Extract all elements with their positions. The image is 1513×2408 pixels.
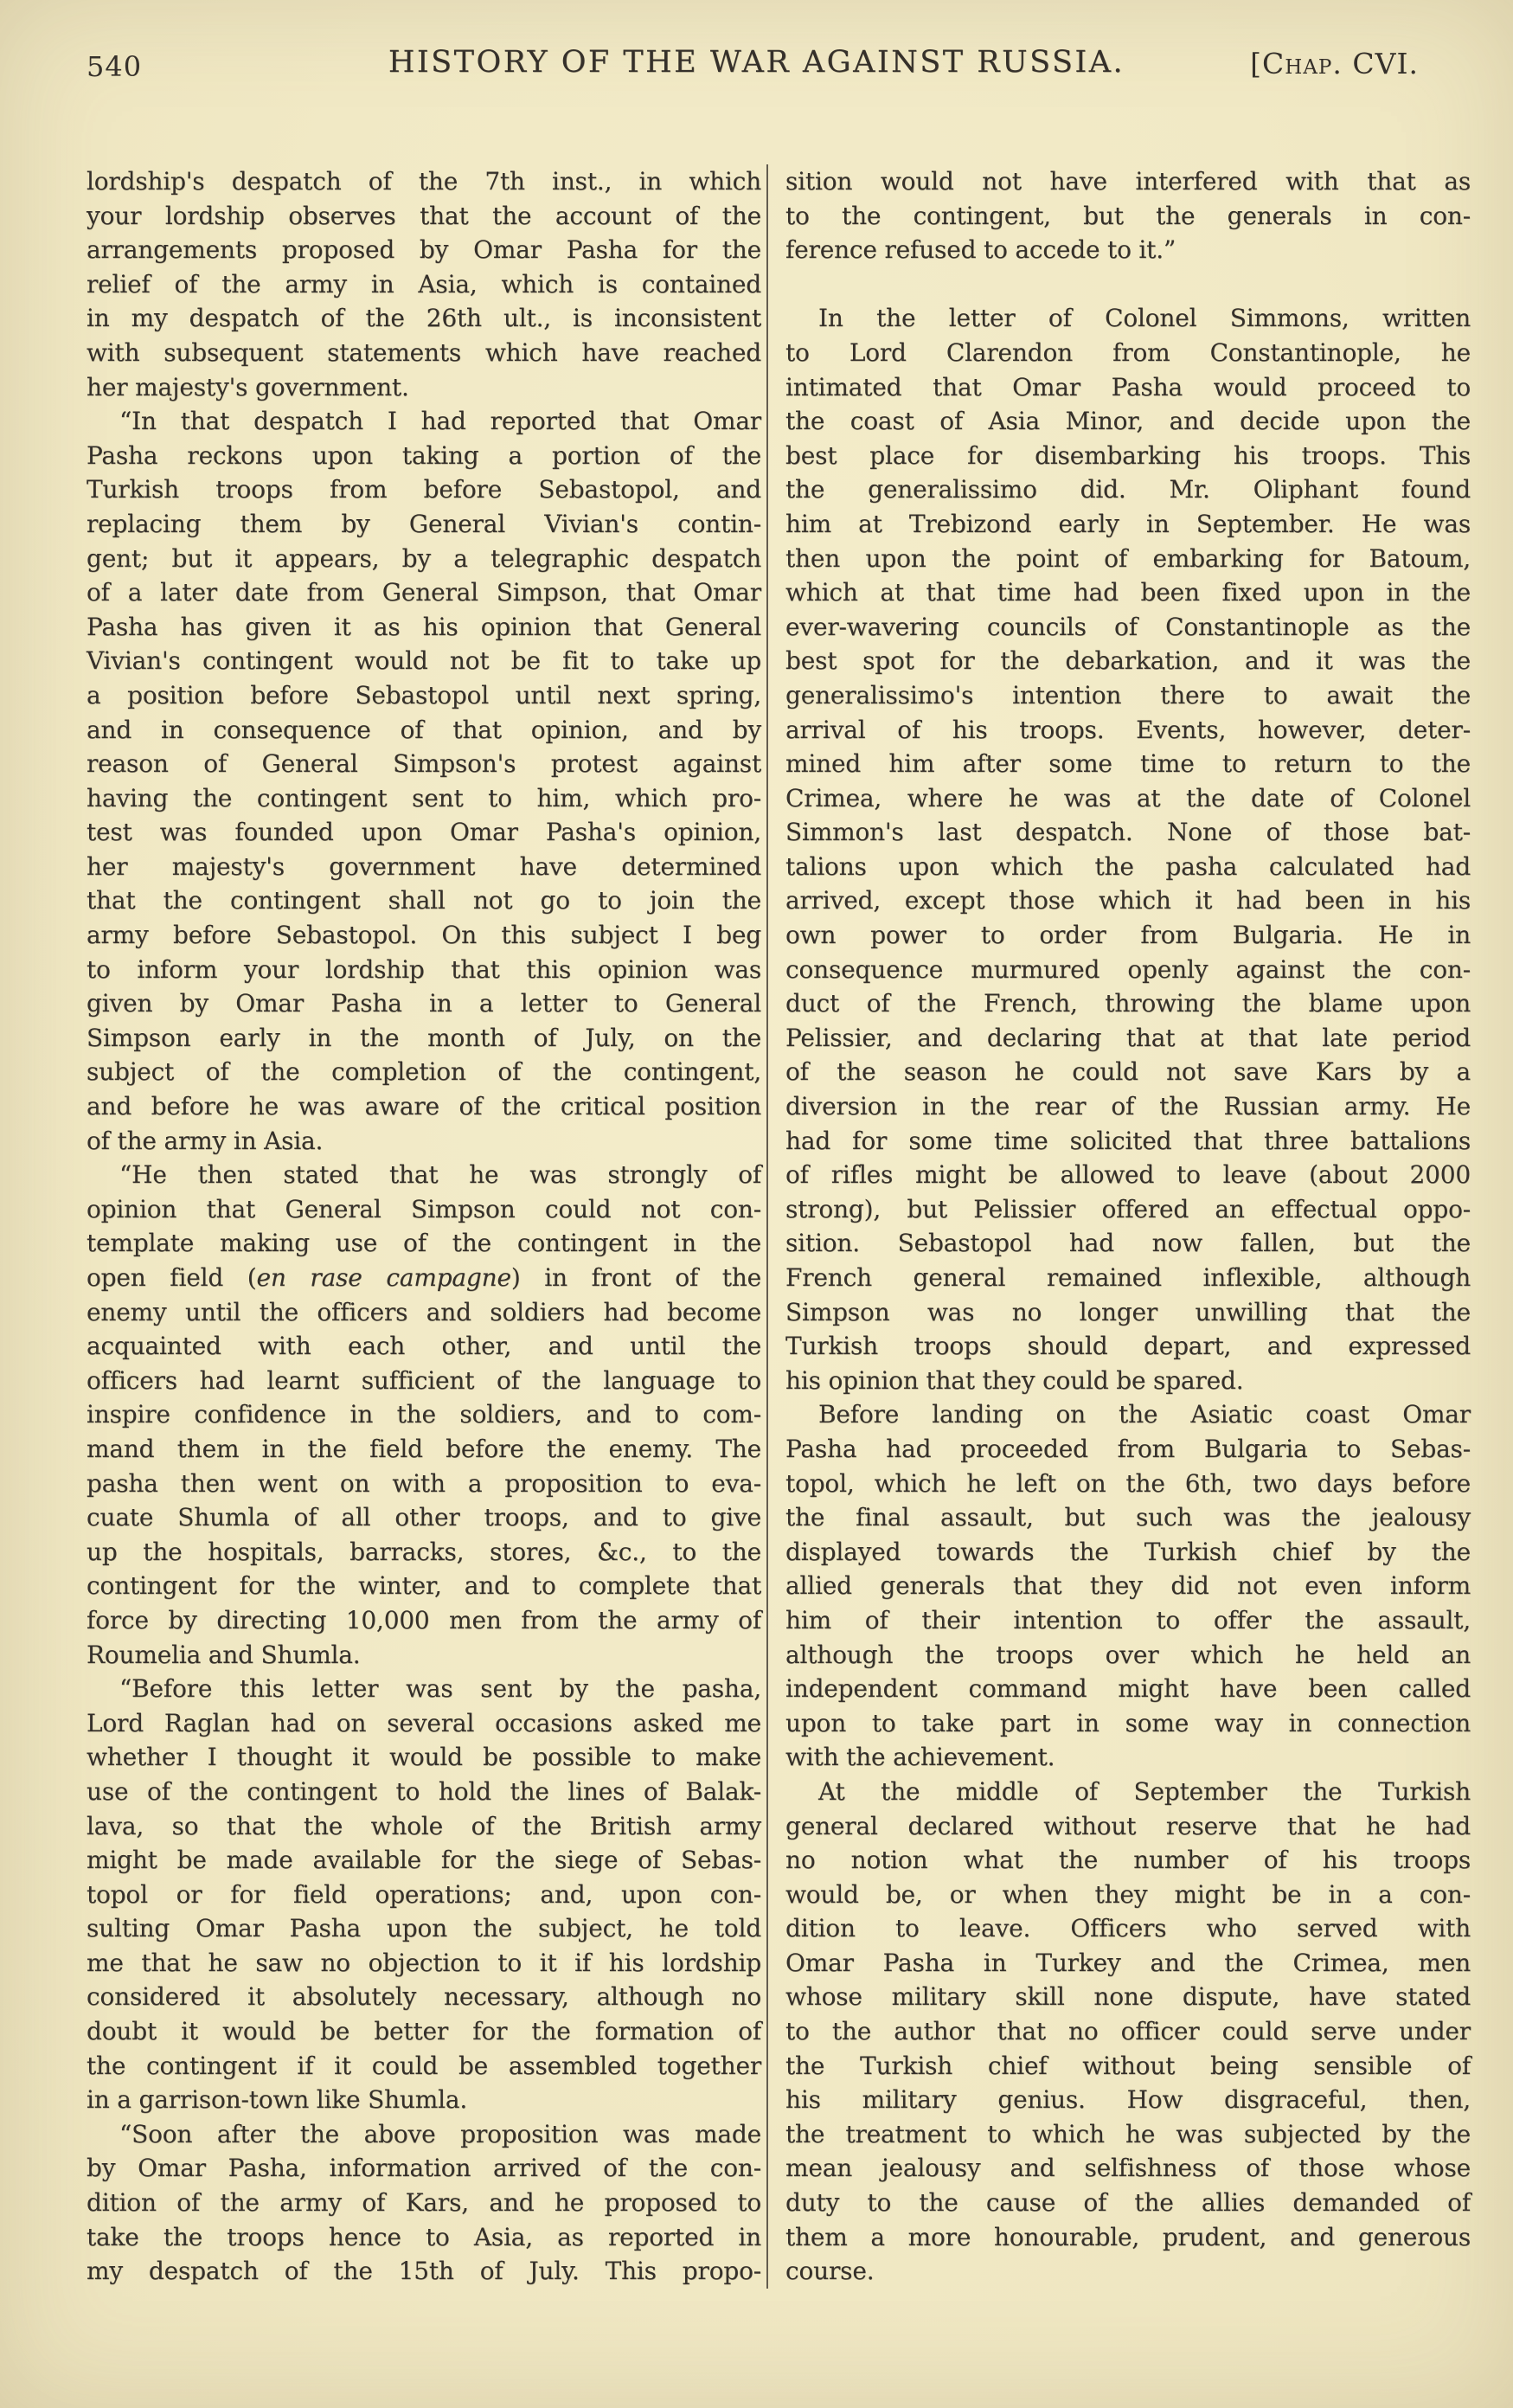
text-line: replacing them by General Vivian's contin-	[87, 509, 761, 538]
paragraph	[785, 1397, 1471, 1775]
text-line: the contingent if it could be assembled together	[87, 2051, 761, 2080]
text-line: Pelissier, and declaring that at that late period	[785, 1023, 1471, 1052]
text-line: Turkish troops should depart, and expressed	[785, 1332, 1471, 1361]
text-line: her majesty's government have determined	[87, 851, 761, 881]
text-line: upon to take part in some way in connection	[785, 1708, 1471, 1737]
text-line: by Omar Pasha, information arrived of the con-	[87, 2154, 761, 2183]
text-line: officers had learnt sufficient of the language to	[87, 1365, 761, 1395]
text-line: and in consequence of that opinion, and by	[87, 715, 761, 744]
text-line: the coast of Asia Minor, and decide upon the	[785, 407, 1471, 436]
text-line: talions upon which the pasha calculated had	[785, 851, 1471, 881]
text-line: duty to the cause of the allies demanded of	[785, 2188, 1471, 2218]
text-line: would be, or when they might be in a con-	[785, 1879, 1471, 1909]
text-line: them a more honourable, prudent, and generous	[785, 2222, 1471, 2251]
text-line: subject of the completion of the contingent,	[87, 1057, 761, 1087]
text-line: might be made available for the siege of Sebas-	[87, 1846, 761, 1875]
text-line: to the author that no officer could serve under	[785, 2017, 1471, 2046]
text-line: relief of the army in Asia, which is contained	[87, 269, 761, 299]
text-line: ever-wavering councils of Constantinople as the	[785, 612, 1471, 641]
text-line: arrival of his troops. Events, however, deter-	[785, 715, 1471, 744]
text-line: generalissimo's intention there to await the	[785, 680, 1471, 710]
text-line: her majesty's government.	[87, 372, 409, 401]
text-line: diversion in the rear of the Russian army. He	[785, 1092, 1471, 1121]
text-line: Before landing on the Asiatic coast Omar	[818, 1400, 1471, 1429]
text-line: up the hospitals, barracks, stores, &c., to the	[87, 1537, 761, 1566]
text-line: allied generals that they did not even inform	[785, 1571, 1471, 1601]
text-line: mand them in the field before the enemy. The	[87, 1434, 761, 1463]
text-line: and before he was aware of the critical position	[87, 1092, 761, 1121]
paragraph	[785, 301, 1471, 1397]
text-line: dition to leave. Officers who served with	[785, 1914, 1471, 1943]
text-line: “In that despatch I had reported that Omar	[119, 407, 761, 436]
text-line: opinion that General Simpson could not con-	[87, 1194, 761, 1223]
text-line: general declared without reserve that he had	[785, 1811, 1471, 1840]
paragraph	[785, 164, 1471, 267]
text-line: course.	[785, 2257, 875, 2286]
text-line: In the letter of Colonel Simmons, written	[818, 304, 1471, 333]
text-line: Vivian's contingent would not be fit to take up	[87, 646, 761, 676]
text-line: of the season he could not save Kars by a	[785, 1057, 1471, 1087]
text-line: arrangements proposed by Omar Pasha for the	[87, 235, 761, 265]
text-line: the generalissimo did. Mr. Oliphant found	[785, 475, 1471, 504]
text-line: the final assault, but such was the jealousy	[785, 1503, 1471, 1532]
text-line: topol, which he left on the 6th, two days before	[785, 1468, 1471, 1498]
text-line: strong), but Pelissier offered an effectual oppo-	[785, 1194, 1471, 1223]
text-line	[87, 1261, 761, 1295]
text-line: in a garrison-town like Shumla.	[87, 2085, 468, 2115]
text-line: independent command might have been called	[785, 1674, 1471, 1704]
text-line: At the middle of September the Turkish	[818, 1776, 1471, 1806]
text-line: Turkish troops from before Sebastopol, and	[87, 475, 761, 504]
text-line: acquainted with each other, and until the	[87, 1332, 761, 1361]
text-line: template making use of the contingent in the	[87, 1229, 761, 1258]
text-line: in my despatch of the 26th ult., is inconsistent	[87, 304, 761, 333]
paragraph	[785, 1775, 1471, 2289]
text-line: the treatment to which he was subjected by the	[785, 2119, 1471, 2148]
text-line: sition would not have interfered with that as	[785, 167, 1471, 196]
text-line: him of their intention to offer the assault,	[785, 1605, 1471, 1634]
text-line: then upon the point of embarking for Batoum,	[785, 543, 1471, 573]
text-line: pasha then went on with a proposition to eva-	[87, 1468, 761, 1498]
text-line: Crimea, where he was at the date of Colonel	[785, 783, 1471, 812]
text-line: which at that time had been fixed upon in the	[785, 578, 1471, 607]
text-line: lordship's despatch of the 7th inst., in which	[87, 167, 761, 196]
text-line: Roumelia and Shumla.	[87, 1640, 361, 1669]
text-line: Lord Raglan had on several occasions asked me	[87, 1708, 761, 1737]
text-line: with the achievement.	[785, 1743, 1055, 1772]
left-column	[87, 164, 761, 2289]
text-line: enemy until the officers and soldiers had become	[87, 1297, 761, 1326]
page-number: 540	[87, 50, 143, 83]
text-line: army before Sebastopol. On this subject I beg	[87, 921, 761, 950]
text-line: considered it absolutely necessary, although no	[87, 1982, 761, 2012]
text-line: French general remained inflexible, although	[785, 1263, 1471, 1292]
text-line: Simpson early in the month of July, on the	[87, 1023, 761, 1052]
text-line: force by directing 10,000 men from the army of	[87, 1605, 761, 1634]
text-line: displayed towards the Turkish chief by the	[785, 1537, 1471, 1566]
text-line: the Turkish chief without being sensible of	[785, 2051, 1471, 2080]
right-column	[785, 164, 1471, 2289]
text-line: your lordship observes that the account of the	[87, 201, 761, 230]
text-line: topol or for field operations; and, upon con-	[87, 1879, 761, 1909]
page-title: HISTORY OF THE WAR AGAINST RUSSIA.	[388, 45, 1125, 80]
text-line: reason of General Simpson's protest against	[87, 749, 761, 779]
text-line: of a later date from General Simpson, that Omar	[87, 578, 761, 607]
text-line: his military genius. How disgraceful, then,	[785, 2085, 1471, 2115]
text-line: gent; but it appears, by a telegraphic despatch	[87, 543, 761, 573]
text-line: whose military skill none dispute, have stated	[785, 1982, 1471, 2012]
text-line: own power to order from Bulgaria. He in	[785, 921, 1471, 950]
page-header	[0, 45, 1513, 83]
text-line: duct of the French, throwing the blame upon	[785, 989, 1471, 1018]
text-line: me that he saw no objection to it if his lordship	[87, 1948, 761, 1977]
text-columns	[87, 164, 1471, 2289]
text-line: my despatch of the 15th of July. This propo-	[87, 2257, 761, 2286]
text-line: had for some time solicited that three battalions	[785, 1126, 1471, 1155]
text-line: arrived, except those which it had been in his	[785, 886, 1471, 915]
text-line: cuate Shumla of all other troops, and to give	[87, 1503, 761, 1532]
text-line: Pasha has given it as his opinion that General	[87, 612, 761, 641]
paragraph	[87, 2117, 761, 2289]
italic-phrase: en rase campagne	[256, 1263, 511, 1292]
text-line: no notion what the number of his troops	[785, 1846, 1471, 1875]
text-line: dition of the army of Kars, and he proposed to	[87, 2188, 761, 2218]
text-line: “Before this letter was sent by the pasha,	[119, 1674, 761, 1704]
text-line: him at Trebizond early in September. He was	[785, 509, 1471, 538]
text-line: mined him after some time to return to the	[785, 749, 1471, 779]
text-line: inspire confidence in the soldiers, and to com-	[87, 1400, 761, 1429]
text-line: a position before Sebastopol until next spring,	[87, 680, 761, 710]
text-line: “He then stated that he was strongly of	[119, 1160, 761, 1190]
text-line: to the contingent, but the generals in con-	[785, 201, 1471, 230]
text-segment: open field (	[87, 1263, 257, 1292]
text-line: “Soon after the above proposition was made	[119, 2119, 761, 2148]
paragraph	[87, 164, 761, 404]
text-line: Simpson was no longer unwilling that the	[785, 1297, 1471, 1326]
text-segment: ) in front of the	[510, 1263, 761, 1292]
text-line: sulting Omar Pasha upon the subject, he told	[87, 1914, 761, 1943]
paragraph	[87, 1672, 761, 2117]
text-line: lava, so that the whole of the British army	[87, 1811, 761, 1840]
text-line: use of the contingent to hold the lines of Balak-	[87, 1776, 761, 1806]
text-line: contingent for the winter, and to complete that	[87, 1571, 761, 1601]
text-line: best spot for the debarkation, and it was the	[785, 646, 1471, 676]
text-line: take the troops hence to Asia, as reported in	[87, 2222, 761, 2251]
text-line: whether I thought it would be possible to make	[87, 1743, 761, 1772]
text-line: with subsequent statements which have reached	[87, 337, 761, 367]
text-line: Pasha had proceeded from Bulgaria to Sebas-	[785, 1434, 1471, 1463]
text-line: ference refused to accede to it.”	[785, 235, 1176, 265]
text-line: Pasha reckons upon taking a portion of the	[87, 440, 761, 470]
text-line: of the army in Asia.	[87, 1126, 324, 1155]
text-line: to inform your lordship that this opinion was	[87, 954, 761, 984]
text-line: Omar Pasha in Turkey and the Crimea, men	[785, 1948, 1471, 1977]
paragraph	[87, 404, 761, 1158]
text-line: sition. Sebastopol had now fallen, but the	[785, 1229, 1471, 1258]
text-line: his opinion that they could be spared.	[785, 1365, 1244, 1395]
text-line: although the troops over which he held an	[785, 1640, 1471, 1669]
paragraph	[87, 1158, 761, 1672]
text-line: of rifles might be allowed to leave (about 2000	[785, 1160, 1471, 1190]
text-line: doubt it would be better for the formation of	[87, 2017, 761, 2046]
text-line: given by Omar Pasha in a letter to General	[87, 989, 761, 1018]
text-line: test was founded upon Omar Pasha's opinion,	[87, 818, 761, 847]
text-line: intimated that Omar Pasha would proceed to	[785, 372, 1471, 401]
text-line: to Lord Clarendon from Constantinople, he	[785, 337, 1471, 367]
text-line: Simmon's last despatch. None of those bat-	[785, 818, 1471, 847]
text-line: that the contingent shall not go to join the	[87, 886, 761, 915]
text-line: best place for disembarking his troops. This	[785, 440, 1471, 470]
text-line: having the contingent sent to him, which pro-	[87, 783, 761, 812]
column-divider	[766, 164, 768, 2289]
text-line: consequence murmured openly against the con-	[785, 954, 1471, 984]
chapter-label: [Chap. CVI.	[1250, 47, 1419, 80]
text-line: mean jealousy and selfishness of those whose	[785, 2154, 1471, 2183]
